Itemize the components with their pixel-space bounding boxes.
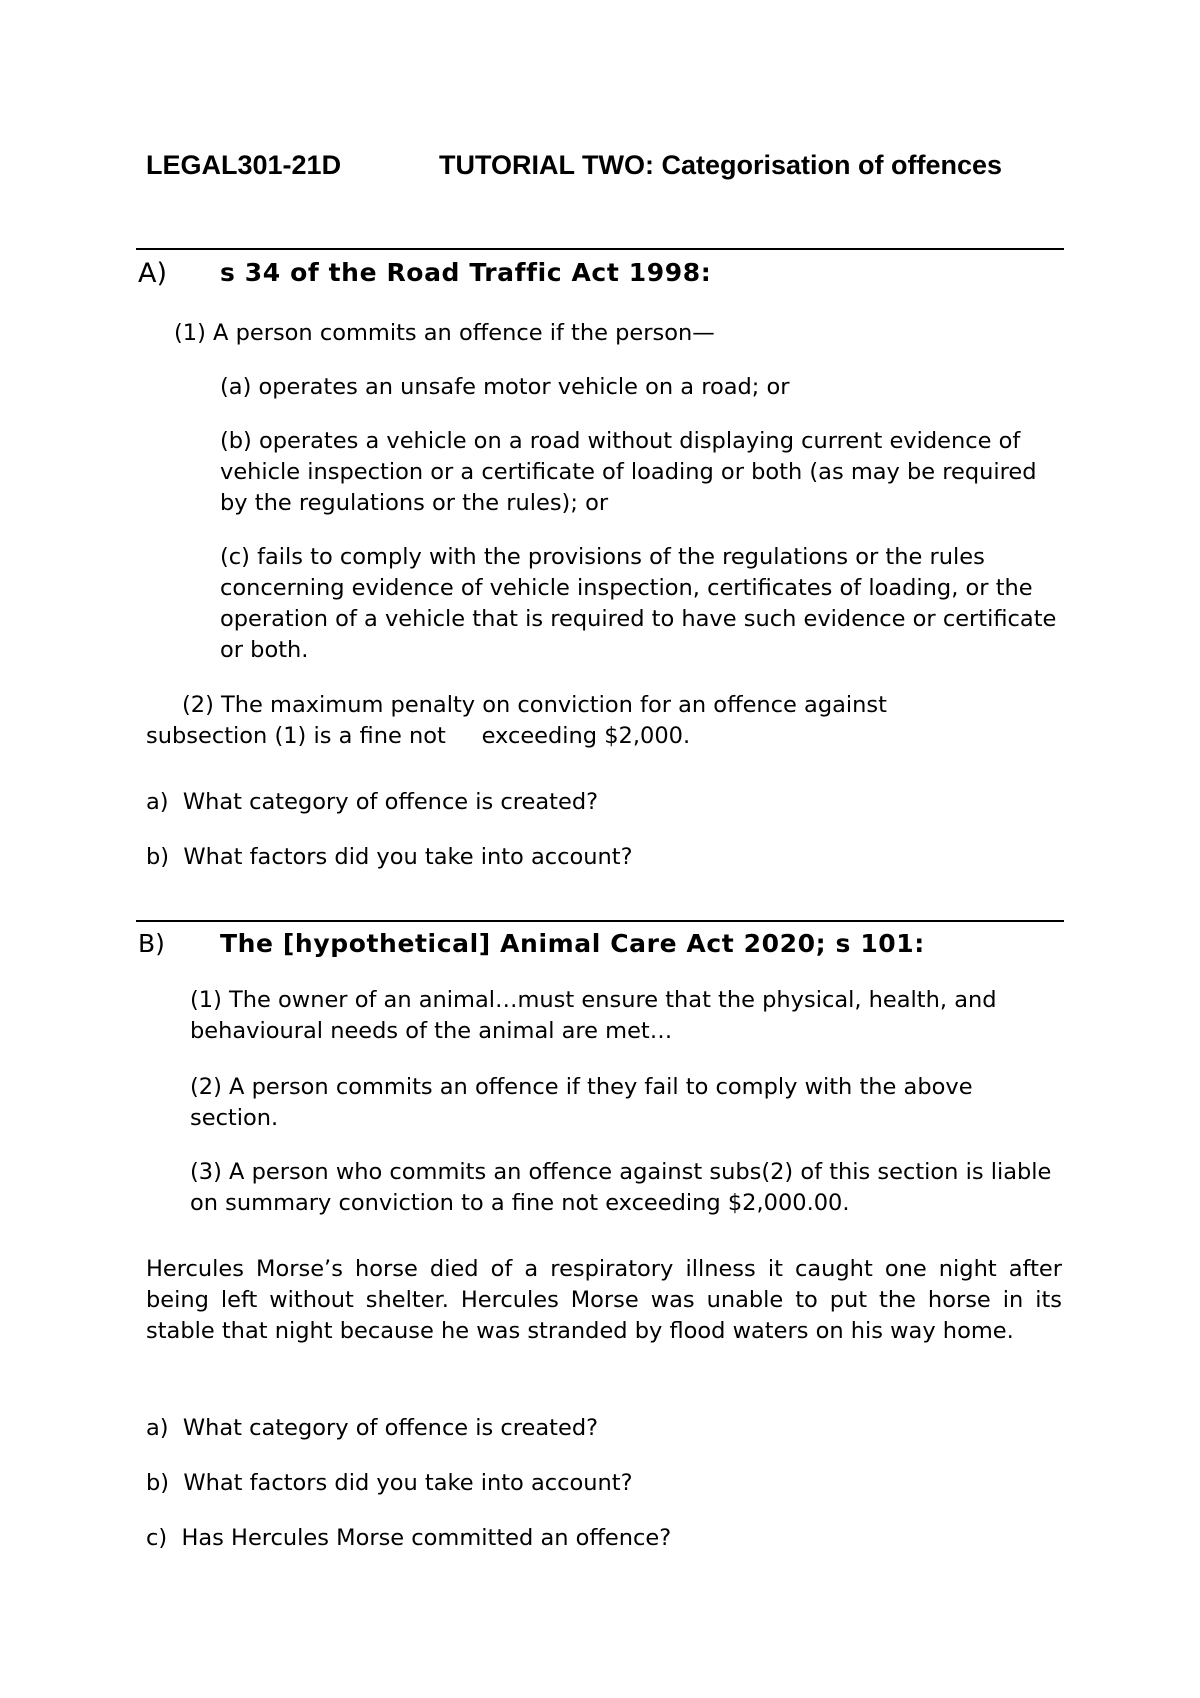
course-code: LEGAL301-21D [146,150,342,180]
section-a-letter: A) [138,258,168,289]
section-b-sub3: (3) A person who commits an offence against subs(2) of this section is liable on summary conviction to a fine not exceeding $2,000.00. [190,1159,1052,1216]
section-b-rule [136,920,1064,922]
section-a-sub2-line2: subsection (1) is a fine not exceeding $2,000. [146,723,691,749]
section-a-question-a: a) What category of offence is created? [146,789,599,815]
section-a-sub1: (1) A person commits an offence if the person— [174,320,715,346]
section-a-sub2-line1: (2) The maximum penalty on conviction for an offence against [182,692,887,718]
section-b-letter: B) [138,929,165,958]
section-b-sub1: (1) The owner of an animal…must ensure that the physical, health, and behavioural needs of the animal are met… [190,987,997,1044]
section-b-heading-text: The [hypothetical] Animal Care Act 2020; s 101: [220,929,925,958]
section-a-question-b: b) What factors did you take into account? [146,844,633,870]
section-b-sub2: (2) A person commits an offence if they fail to comply with the above section. [190,1074,973,1131]
section-b-question-c: c) Has Hercules Morse committed an offence? [146,1525,672,1551]
tutorial-title: TUTORIAL TWO: Categorisation of offences [439,150,1003,180]
section-a-para-a: (a) operates an unsafe motor vehicle on a road; or [220,374,790,400]
section-a-para-b: (b) operates a vehicle on a road without displaying current evidence of vehicle inspection or a certificate of loading or both (as may be required by the regulations or the rules); or [220,428,1037,516]
scenario-paragraph: Hercules Morse’s horse died of a respiratory illness it caught one night after being left without shelter. Hercules Morse was unable to put the horse in its stable that night because he was stranded by flood waters on his way home. [146,1256,1062,1344]
section-b-question-b: b) What factors did you take into account? [146,1470,633,1496]
section-a-para-c: (c) fails to comply with the provisions of the regulations or the rules concerning evidence of vehicle inspection, certificates of loading, or the operation of a vehicle that is required to have such evidence or certificate or both. [220,544,1057,663]
section-b-question-a: a) What category of offence is created? [146,1415,599,1441]
section-a-heading-text: s 34 of the Road Traffic Act 1998: [220,258,712,287]
section-a-rule [136,248,1064,250]
